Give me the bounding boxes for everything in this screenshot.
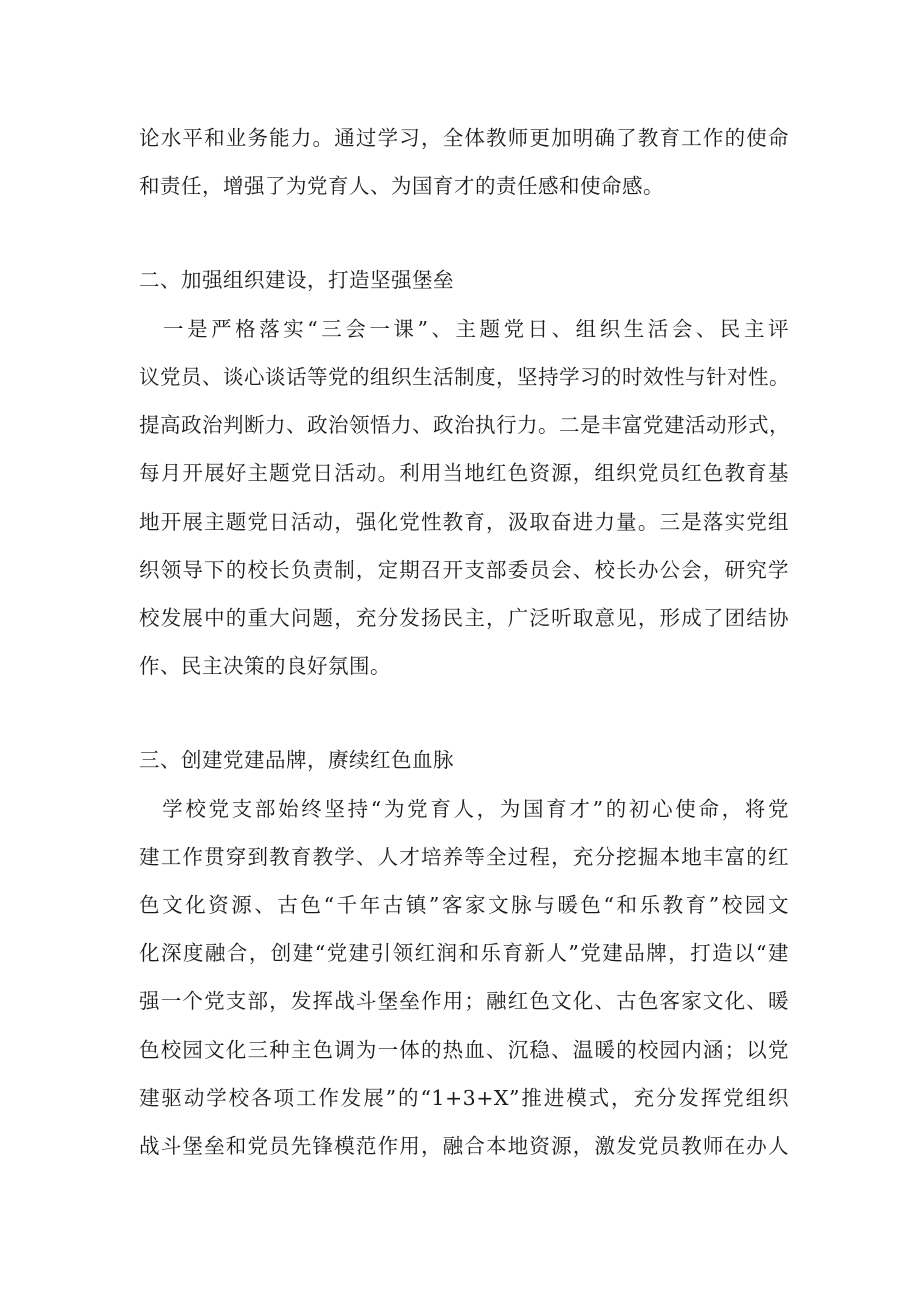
section-3-line-2: 建工作贯穿到教育教学、人才培养等全过程，充分挖掘本地丰富的红 [139,845,789,869]
intro-line-1: 论水平和业务能力。通过学习，全体教师更加明确了教育工作的使命 [139,126,789,150]
section-3-line-5: 强一个党支部，发挥战斗堡垒作用；融红色文化、古色客家文化、暖 [139,989,789,1013]
section-2-line-5: 地开展主题党日活动，强化党性教育，汲取奋进力量。三是落实党组 [139,510,789,534]
section-2-line-2: 议党员、谈心谈话等党的组织生活制度，坚持学习的时效性与针对性。 [139,365,790,389]
section-3-line-6: 色校园文化三种主色调为一体的热血、沉稳、温暖的校园内涵；以党 [139,1038,789,1062]
section-2-line-3: 提高政治判断力、政治领悟力、政治执行力。二是丰富党建活动形式， [139,413,790,437]
section-2-line-6: 织领导下的校长负责制，定期召开支部委员会、校长办公会，研究学 [139,558,789,582]
section-3-line-3: 色文化资源、古色“千年古镇”客家文脉与暖色“和乐教育”校园文 [139,893,789,917]
section-3-line-1: 学校党支部始终坚持“为党育人，为国育才”的初心使命，将党 [139,797,789,821]
section-3-line-4: 化深度融合，创建“党建引领红润和乐育新人”党建品牌，打造以“建 [139,941,789,965]
section-2-line-1: 一是严格落实“三会一课”、主题党日、组织生活会、民主评 [139,317,789,341]
section-2-line-4: 每月开展好主题党日活动。利用当地红色资源，组织党员红色教育基 [139,461,789,485]
section-3-line-8: 战斗堡垒和党员先锋模范作用，融合本地资源，激发党员教师在办人 [139,1134,789,1158]
intro-line-2: 和责任，增强了为党育人、为国育才的责任感和使命感。 [139,174,664,198]
section-2-line-8: 作、民主决策的良好氛围。 [139,654,391,678]
section-3-line-7: 建驱动学校各项工作发展”的“1+3+X”推进模式，充分发挥党组织 [139,1086,789,1110]
section-2-line-7: 校发展中的重大问题，充分发扬民主，广泛听取意见，形成了团结协 [139,606,789,630]
section-3-heading: 三、创建党建品牌，赓续红色血脉 [139,748,454,772]
section-2-heading: 二、加强组织建设，打造坚强堡垒 [139,268,454,292]
